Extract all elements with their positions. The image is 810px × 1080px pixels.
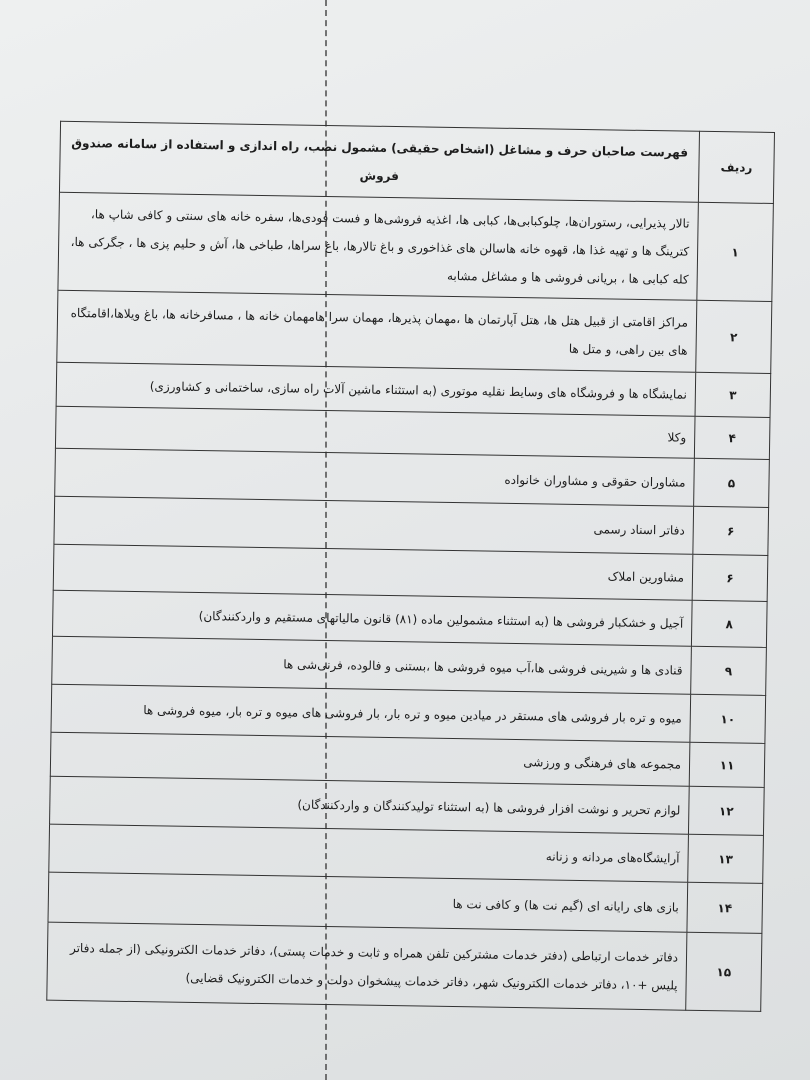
row-number: ۱۳ — [688, 834, 764, 883]
row-number: ۸ — [691, 600, 767, 647]
table-header-row — [59, 121, 774, 203]
row-text: بازی های رایانه ای (گیم نت ها) و کافی نت ها — [48, 872, 688, 932]
row-text: مجموعه های فرهنگی و ورزشی — [50, 732, 690, 786]
row-number: ۱۲ — [688, 786, 764, 835]
row-text: قنادی ها و شیرینی فروشی ها،آب میوه فروشی ها ،بستنی و فالوده، فرنی‌شی ها — [52, 636, 692, 694]
row-text: مشاوران حقوقی و مشاوران خانواده — [55, 448, 695, 506]
row-text: دفاتر خدمات ارتباطی (دفتر خدمات مشترکین تلفن همراه و ثابت و خدمات پستی)، دفاتر خدمات الکترونیکی (از جمله دفاتر پلیس +۱۰، دفاتر خدمات الکترونیک شهر، دفاتر خدمات پیشخوان دولت و خدمات الکترونیک قضایی) — [47, 922, 687, 1010]
row-text: مراکز اقامتی از قبیل هتل ها، هتل آپارتمان ها ،مهمان پذیرها، مهمان سرا هامهمان خانه ها ، مسافرخانه ها، باغ ویلاها،اقامتگاه های بین راهی، و متل ها — [57, 290, 697, 372]
row-text: میوه و تره بار فروشی های مستقر در میادین میوه و تره بار، بار فروشی های میوه و تره بار، میوه فروشی ها — [51, 684, 691, 742]
row-number: ۱۰ — [690, 694, 766, 743]
row-number: ۵ — [694, 458, 770, 507]
row-text: مشاورین املاک — [53, 544, 693, 600]
row-text: آجیل و خشکبار فروشی ها (به استثناء مشمولین ماده (۸۱) قانون مالیاتهای مستقیم و واردکنندگان) — [52, 590, 692, 646]
table-title: فهرست صاحبان حرف و مشاغل (اشخاص حقیقی) مشمول نصب، راه اندازی و استفاده از سامانه صندوق فروش — [59, 121, 699, 202]
row-number: ۳ — [695, 372, 771, 417]
row-text: نمایشگاه ها و فروشگاه های وسایط نقلیه موتوری (به استثناء ماشین آلات راه سازی، ساختمانی و کشاورزی) — [56, 362, 696, 416]
row-text: لوازم تحریر و نوشت افزار فروشی ها (به استثناء تولیدکنندگان و واردکنندگان) — [50, 776, 690, 834]
row-number: ۲ — [696, 300, 772, 373]
table-row — [58, 192, 773, 301]
row-number: ۱۱ — [689, 742, 765, 787]
business-list-table — [46, 121, 775, 1012]
row-text: آرایشگاه‌های مردانه و زنانه — [49, 824, 689, 882]
table-row — [47, 922, 762, 1011]
column-header-row-number: ردیف — [698, 131, 774, 203]
table-row — [57, 290, 772, 373]
row-number: ۶ — [693, 506, 769, 555]
row-text: وکلا — [55, 406, 695, 458]
row-number: ۱۴ — [687, 882, 763, 933]
row-number: ۶ — [692, 554, 768, 601]
row-text: دفاتر اسناد رسمی — [54, 496, 694, 554]
row-number: ۴ — [694, 416, 770, 459]
row-number: ۹ — [691, 646, 767, 695]
row-number: ۱۵ — [686, 932, 762, 1011]
row-text: تالار پذیرایی، رستوران‌ها، چلوکبابی‌ها، کبابی ها، اغذیه فروشی‌ها و فست فودی‌ها، سفره خانه های سنتی و کافی شاپ ها، کترینگ ها و تهیه غذا ها، قهوه خانه هاسالن های غذاخوری و باغ تالارها، باغ سراها، طباخی ها، آش و حلیم پزی ها ، جگرکی ها، کله کبابی ها ، بریانی فروشی ها و مشاغل مشابه — [58, 192, 698, 300]
row-number: ۱ — [697, 202, 774, 301]
